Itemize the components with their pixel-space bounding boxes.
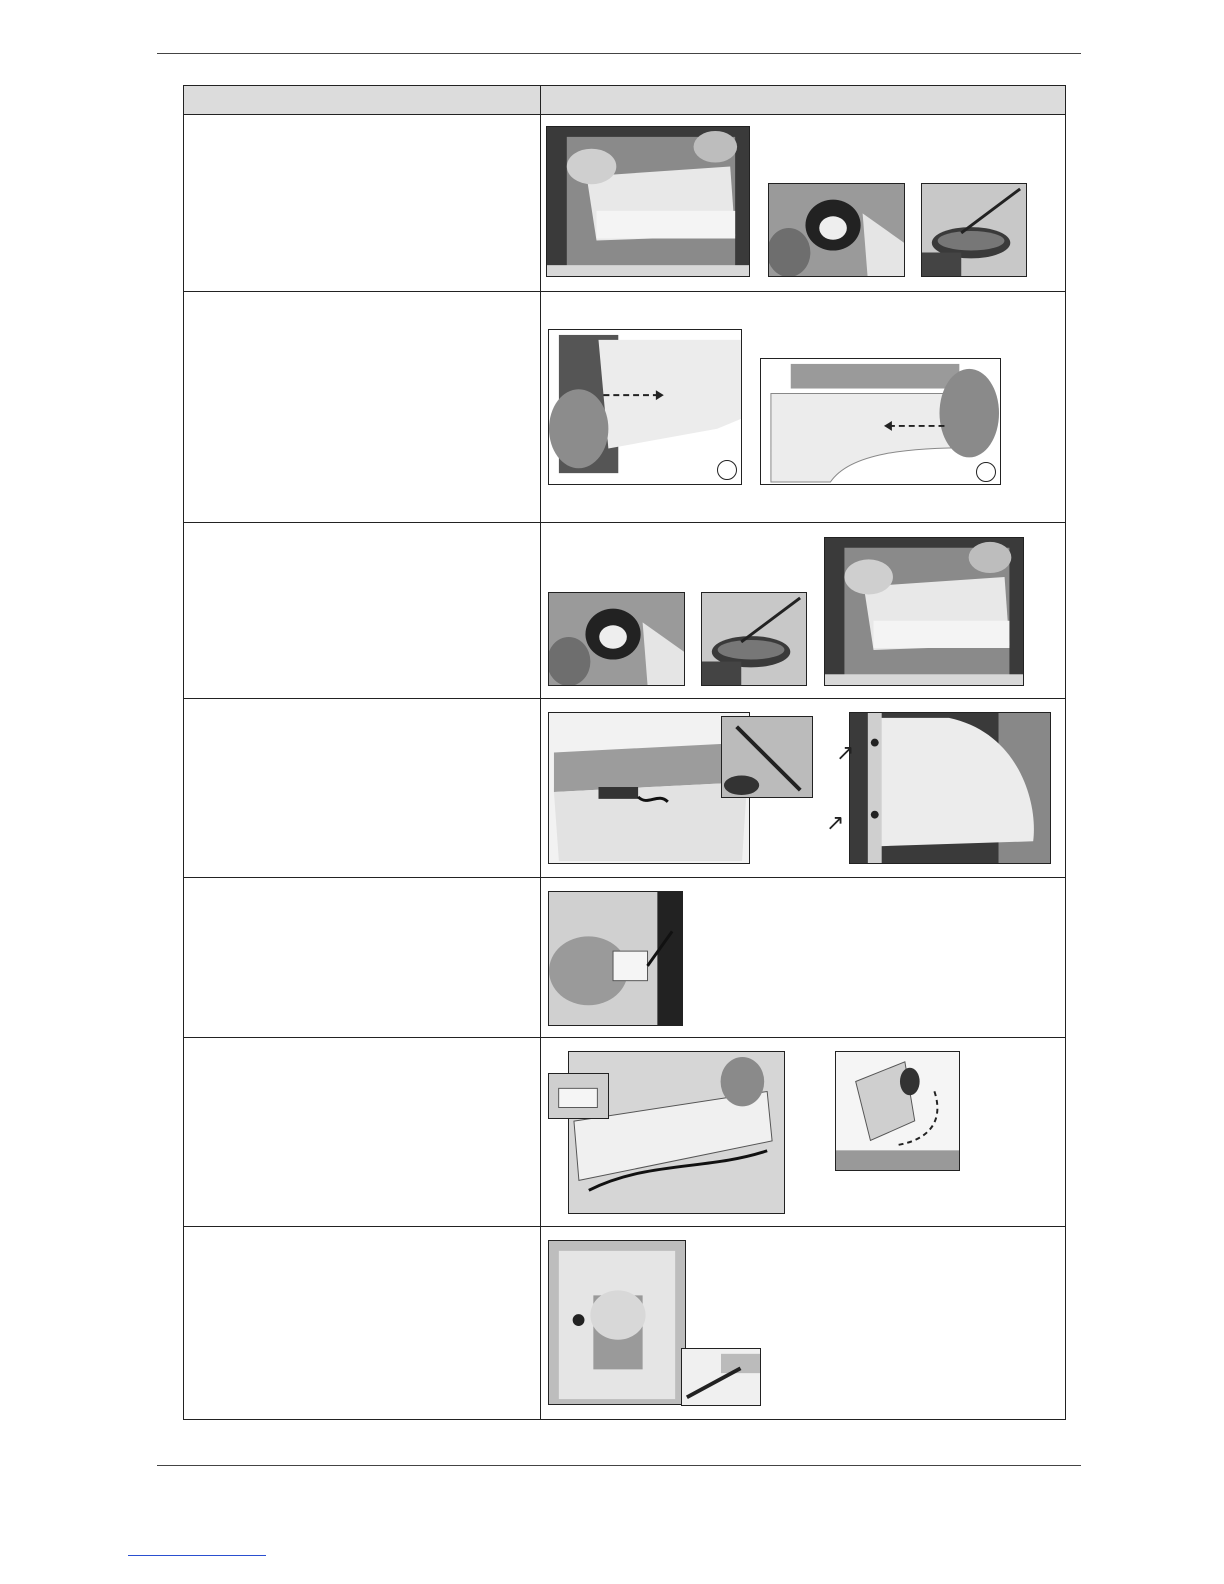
screw-detail-photo <box>721 716 813 798</box>
step-row <box>184 878 1066 1038</box>
step-description <box>184 1227 541 1420</box>
hose-clamp-photo <box>921 183 1027 277</box>
procedure-table <box>183 85 1066 1420</box>
step-photos <box>541 1038 1066 1227</box>
callout-circle <box>976 462 996 482</box>
hose-clamp-photo <box>701 592 807 686</box>
step-description <box>184 878 541 1038</box>
step-row <box>184 1227 1066 1420</box>
unit-lift-photo <box>546 126 750 277</box>
step-row <box>184 523 1066 699</box>
cabinet-screw-photo <box>548 712 750 864</box>
callout-circle <box>717 460 737 480</box>
connector-photo <box>548 891 683 1026</box>
bottom-rule <box>157 1465 1081 1466</box>
step-photos <box>541 523 1066 699</box>
step-photos <box>541 878 1066 1038</box>
step-row <box>184 1038 1066 1227</box>
step-row <box>184 292 1066 523</box>
header-procedure <box>184 86 541 115</box>
step-description <box>184 1038 541 1227</box>
unit-lift-photo <box>824 537 1024 686</box>
tab-detail-photo <box>548 1073 609 1119</box>
pump-knob-photo <box>768 183 905 277</box>
step-description <box>184 115 541 292</box>
arrow-icon: ↗ <box>826 811 845 836</box>
step-description <box>184 292 541 523</box>
step-photos <box>541 292 1066 523</box>
step-photos <box>541 699 1066 878</box>
cover-slide-left-photo <box>760 358 1001 485</box>
footer-link-underline[interactable] <box>128 1555 266 1556</box>
arrow-icon: ↗ <box>836 741 855 766</box>
top-rule <box>157 53 1081 54</box>
step-description <box>184 699 541 878</box>
header-photo <box>541 86 1066 115</box>
pump-knob-photo <box>548 592 685 686</box>
step-row <box>184 115 1066 292</box>
screwdriver-detail-photo <box>681 1348 761 1406</box>
step-row <box>184 699 1066 878</box>
step-photos <box>541 115 1066 292</box>
drum-interior-photo <box>548 1240 686 1405</box>
cover-slide-right-photo <box>548 329 742 485</box>
table-header-row <box>184 86 1066 115</box>
step-description <box>184 523 541 699</box>
hinge-rotate-photo <box>835 1051 960 1171</box>
side-panel-screws-photo <box>849 712 1051 864</box>
step-photos <box>541 1227 1066 1420</box>
